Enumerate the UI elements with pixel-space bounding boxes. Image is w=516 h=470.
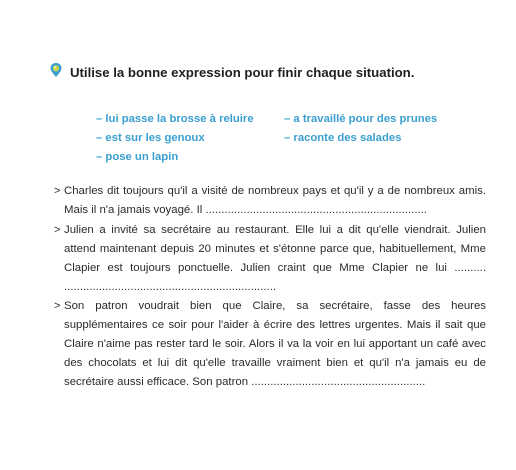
instruction-text: Utilise la bonne expression pour finir chaque situation.: [70, 64, 415, 80]
pin-icon: [48, 62, 64, 78]
exercise-text: Julien a invité sa secrétaire au restaurant. Elle lui a dit qu'elle viendrait. Julien attend maintenant depuis 20 minutes et s'étonne parce que, habituellement, Mme Clapier est toujours ponctuelle. Julien craint que Mme Clapier ne lui .......... ...................................................................: [64, 224, 486, 293]
exercise-header: [48, 64, 414, 80]
expression-item: – lui passe la brosse à reluire: [96, 113, 254, 125]
exercise-item: [54, 297, 486, 392]
expression-item: – raconte des salades: [284, 132, 402, 144]
expression-item: – a travaillé pour des prunes: [284, 113, 438, 125]
arrow-marker: >: [54, 185, 61, 197]
expression-item: – est sur les genoux: [96, 132, 205, 144]
exercise-text: Charles dit toujours qu'il a visité de nombreux pays et qu'il y a de nombreux amis. Mais il n'a jamais voyagé. Il ......................................................................: [64, 185, 486, 216]
arrow-marker: >: [54, 300, 61, 312]
arrow-marker: >: [54, 224, 61, 236]
expression-item: – pose un lapin: [96, 151, 179, 163]
exercise-item: [54, 221, 486, 297]
exercise-text: Son patron voudrait bien que Claire, sa secrétaire, fasse des heures supplémentaires ce soir pour l'aider à écrire des lettres urgentes. Mais il sait que Claire n'aime pas rester tard le soir. Alors il va la voir en lui apportant un café avec des chocolats et lui dit qu'elle travaille vraiment bien et qu'il n'a jamais eu de secrétaire aussi efficace. Son patron .......................................................: [64, 300, 486, 388]
expression-list: [96, 110, 476, 167]
exercise-item: [54, 182, 486, 220]
